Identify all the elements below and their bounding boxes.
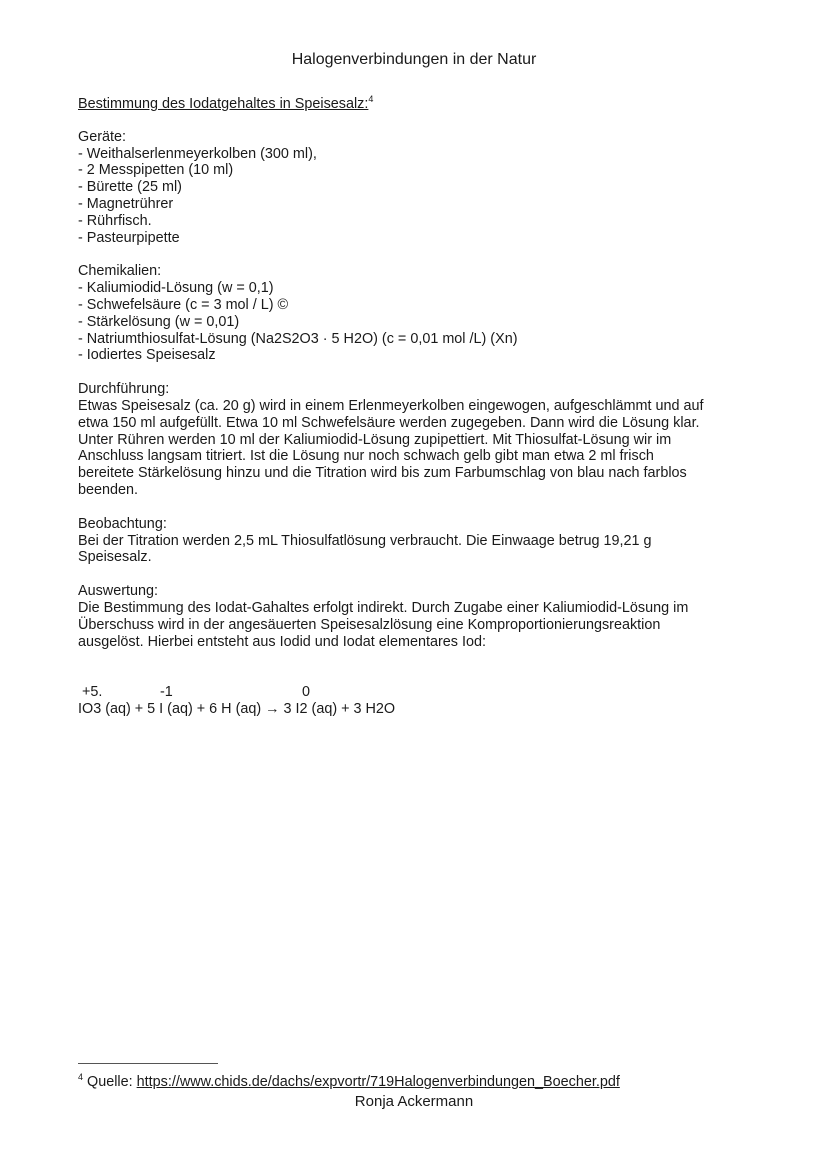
beobachtung-label: Beobachtung: xyxy=(78,515,167,532)
footnote-label: Quelle: xyxy=(87,1074,137,1090)
footnote-mark: 4 xyxy=(78,1072,84,1083)
list-item: - Schwefelsäure (c = 3 mol / L) © xyxy=(78,296,289,313)
list-item: - Stärkelösung (w = 0,01) xyxy=(78,313,240,330)
footnote-source-link[interactable]: https://www.chids.de/dachs/expvortr/719Halogenverbindungen_Boecher.pdf xyxy=(136,1074,620,1090)
footnote-reference: 4 xyxy=(368,94,374,105)
paragraph-line: Unter Rühren werden 10 ml der Kaliumiodid-Lösung zupipettiert. Mit Thiosulfat-Lösung wir im xyxy=(78,431,672,448)
paragraph-line: bereitete Stärkelösung hinzu und die Titration wird bis zum Farbumschlag von blau nach farblos xyxy=(78,465,687,482)
geraete-section xyxy=(78,129,754,247)
paragraph-line: Überschuss wird in der angesäuerten Speisesalzlösung eine Komproportionierungsreaktion xyxy=(78,616,661,633)
list-item: - Rührfisch. xyxy=(78,212,152,229)
paragraph-line: Anschluss langsam titriert. Ist die Lösung nur noch schwach gelb gibt man etwa 2 ml frisch xyxy=(78,448,654,465)
chemikalien-section xyxy=(78,263,754,364)
list-item: - Natriumthiosulfat-Lösung (Na2S2O3 · 5 H2O) (c = 0,01 mol /L) (Xn) xyxy=(78,330,518,347)
oxidation-state-iodate: +5. xyxy=(82,684,103,701)
beobachtung-section xyxy=(78,516,754,566)
list-item: - 2 Messpipetten (10 ml) xyxy=(78,162,234,179)
list-item: - Kaliumiodid-Lösung (w = 0,1) xyxy=(78,280,274,297)
author-name: Ronja Ackermann xyxy=(354,1093,474,1110)
paragraph-line: etwa 150 ml aufgefüllt. Etwa 10 ml Schwefelsäure werden zugegeben. Dann wird die Lösung klar. xyxy=(78,414,700,431)
list-item: - Weithalserlenmeyerkolben (300 ml), xyxy=(78,145,317,162)
auswertung-section xyxy=(78,583,754,650)
durchfuehrung-section xyxy=(78,381,754,499)
list-item: - Bürette (25 ml) xyxy=(78,179,182,196)
list-item: - Pasteurpipette xyxy=(78,229,180,246)
page-title: Halogenverbindungen in der Natur xyxy=(291,51,537,68)
paragraph-line: Bei der Titration werden 2,5 mL Thiosulfatlösung verbraucht. Die Einwaage betrug 19,21 g xyxy=(78,532,652,549)
paragraph-line: beenden. xyxy=(78,481,139,498)
section-heading xyxy=(78,96,754,113)
footnote-divider xyxy=(78,1063,218,1064)
paragraph-line: ausgelöst. Hierbei entsteht aus Iodid und Iodat elementares Iod: xyxy=(78,633,486,650)
oxidation-state-iodine: 0 xyxy=(302,684,311,701)
durchfuehrung-label: Durchführung: xyxy=(78,381,170,398)
heading-text: Bestimmung des Iodatgehaltes in Speisesalz: xyxy=(78,96,369,112)
list-item: - Magnetrührer xyxy=(78,195,174,212)
footnote xyxy=(78,1074,620,1091)
list-item: - Iodiertes Speisesalz xyxy=(78,347,216,364)
auswertung-label: Auswertung: xyxy=(78,583,158,600)
oxidation-state-iodide: -1 xyxy=(160,684,173,701)
chemikalien-label: Chemikalien: xyxy=(78,263,162,280)
oxidation-states xyxy=(78,684,754,701)
paragraph-line: Etwas Speisesalz (ca. 20 g) wird in einem Erlenmeyerkolben eingewogen, aufgeschlämmt und auf xyxy=(78,397,704,414)
paragraph-line: Die Bestimmung des Iodat-Gahaltes erfolgt indirekt. Durch Zugabe einer Kaliumiodid-Lösung im xyxy=(78,599,689,616)
paragraph-line: Speisesalz. xyxy=(78,549,152,566)
geraete-label: Geräte: xyxy=(78,128,126,145)
reaction-equation: IO3 (aq) + 5 I (aq) + 6 H (aq) → 3 I2 (aq) + 3 H2O xyxy=(78,701,396,718)
document-body xyxy=(78,96,754,718)
